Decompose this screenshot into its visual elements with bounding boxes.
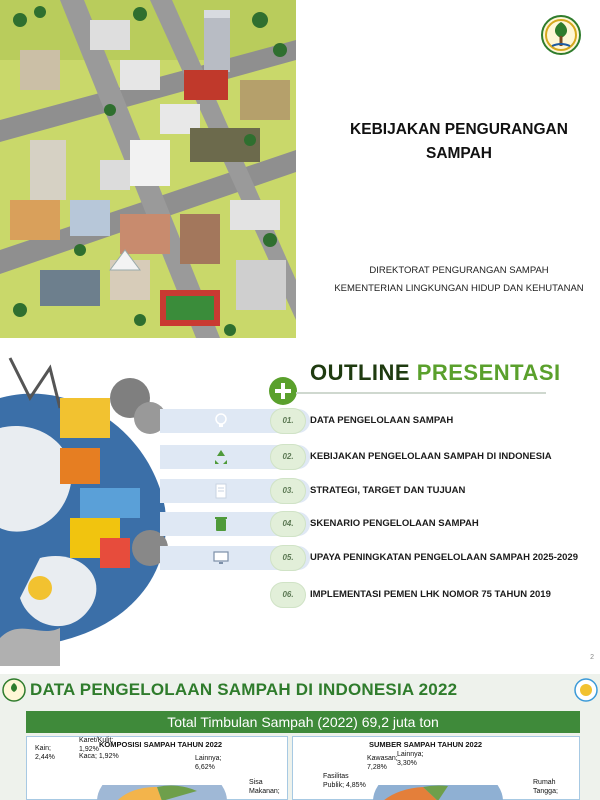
- label-lainnya-value: 6,62%: [195, 763, 215, 771]
- composition-panel-title: KOMPOSISI SAMPAH TAHUN 2022: [99, 740, 223, 749]
- page-number: 2: [590, 654, 594, 661]
- label-lainnya-name: Lainnya;: [195, 755, 222, 762]
- label-fasilitas: [323, 773, 366, 790]
- label-kain: [35, 745, 55, 762]
- item-number: 01.: [270, 408, 306, 434]
- outline-item-6: [160, 582, 600, 608]
- item-label: KEBIJAKAN PENGELOLAAN SAMPAH DI INDONESIA: [310, 451, 552, 462]
- label-rumah-name: Rumah: [533, 779, 556, 786]
- source-pie-top: [373, 785, 503, 800]
- label-karet-value: 1,92%: [79, 745, 99, 753]
- outline-title: [310, 360, 561, 386]
- item-number: 03.: [270, 478, 306, 504]
- label-kain-value: 2,44%: [35, 753, 55, 761]
- item-number: 04.: [270, 511, 306, 537]
- label-rumah-value: Tangga;: [533, 787, 558, 795]
- recycle-icon: [212, 448, 230, 466]
- data-slide: [0, 666, 600, 800]
- slide-gap: [0, 666, 600, 674]
- label-fasilitas-value: Publik; 4,85%: [323, 781, 366, 789]
- label-kaca: Kaca; 1,92%: [79, 753, 119, 760]
- label-sisa-value: Makanan;: [249, 787, 280, 795]
- title-slide: [0, 0, 600, 338]
- item-label: UPAYA PENINGKATAN PENGELOLAAN SAMPAH 2025-2029: [310, 552, 578, 563]
- label-kawasan-name: Kawasan;: [367, 755, 398, 762]
- outline-item-3: [160, 478, 600, 504]
- label-karet: [79, 737, 113, 754]
- label-fasilitas-name: Fasilitas: [323, 773, 349, 780]
- item-label: IMPLEMENTASI PEMEN LHK NOMOR 75 TAHUN 2019: [310, 589, 551, 600]
- item-number: 05.: [270, 545, 306, 571]
- item-label: DATA PENGELOLAAN SAMPAH: [310, 415, 454, 426]
- label-lainnya-sumber: [397, 751, 423, 768]
- source-panel-title: SUMBER SAMPAH TAHUN 2022: [369, 740, 483, 749]
- item-number: 02.: [270, 444, 306, 470]
- presentation-title: KEBIJAKAN PENGURANGAN SAMPAH: [350, 121, 568, 162]
- partner-logo-icon: [574, 678, 598, 702]
- outline-title-word2: PRESENTASI: [416, 360, 561, 385]
- ministry-tree-logo-icon: [2, 678, 26, 702]
- lightbulb-icon: [212, 412, 230, 430]
- source-panel: [292, 736, 580, 800]
- label-karet-name: Karet/Kulit;: [79, 737, 114, 744]
- label-lainnya: [195, 755, 221, 772]
- ministry-tree-logo-icon: [540, 14, 582, 56]
- label-rumah: [533, 779, 558, 796]
- directorate-name: DIREKTORAT PENGURANGAN SAMPAH: [369, 265, 549, 276]
- plus-circle-icon: [268, 376, 298, 406]
- label-kawasan-value: 7,28%: [367, 763, 387, 771]
- document-icon: [212, 482, 230, 500]
- item-number: 06.: [270, 582, 306, 608]
- monitor-icon: [212, 549, 230, 567]
- title-divider: [296, 392, 546, 394]
- label-kawasan: [367, 755, 398, 772]
- outline-item-1: [160, 408, 600, 434]
- label-kain-name: Kain;: [35, 745, 51, 752]
- outline-item-5: [160, 545, 600, 571]
- outline-item-2: [160, 444, 600, 470]
- label-lainnya-sumber-name: Lainnya;: [397, 751, 424, 758]
- outline-slide: [0, 338, 600, 666]
- composition-panel: [26, 736, 288, 800]
- total-waste-banner: Total Timbulan Sampah (2022) 69,2 juta ton: [26, 711, 580, 733]
- recycle-bin-icon: [212, 515, 230, 533]
- city-illustration: [0, 0, 296, 338]
- outline-item-4: [160, 511, 600, 537]
- section-title: DATA PENGELOLAAN SAMPAH DI INDONESIA 2022: [30, 680, 458, 699]
- composition-pie-top: [97, 785, 227, 800]
- label-lainnya-sumber-value: 3,30%: [397, 759, 417, 767]
- outline-title-word1: OUTLINE: [310, 360, 411, 385]
- item-label: SKENARIO PENGELOLAAN SAMPAH: [310, 518, 479, 529]
- label-sisa-name: Sisa: [249, 779, 263, 786]
- ministry-name: KEMENTERIAN LINGKUNGAN HIDUP DAN KEHUTANAN: [334, 283, 584, 294]
- label-sisa: [249, 779, 280, 796]
- item-label: STRATEGI, TARGET DAN TUJUAN: [310, 485, 466, 496]
